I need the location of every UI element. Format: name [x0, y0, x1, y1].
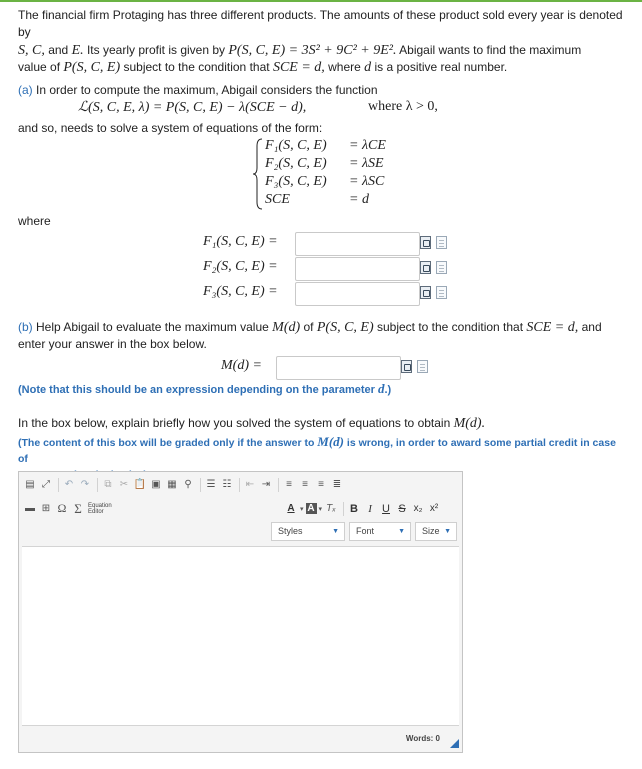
align-right-icon[interactable]: ≡	[318, 479, 324, 490]
separator	[239, 478, 240, 492]
toolbar-row-1	[23, 475, 346, 494]
wants-text: Abigail wants to find the maximum	[399, 43, 582, 57]
subject-text: subject to the condition that	[376, 320, 524, 334]
explain-note-1: (The content of this box will be graded only if the answer to	[18, 437, 315, 449]
chevron-down-icon: ▼	[444, 528, 451, 535]
chevron-down-icon: ▼	[332, 528, 339, 535]
eq-editor-label-1: Equation	[88, 502, 112, 509]
copy-icon[interactable]: ⧉	[104, 479, 112, 490]
part-b-intro	[18, 319, 628, 353]
font-label: Font	[356, 526, 375, 536]
of-text: of	[303, 320, 314, 334]
f3-answer-input[interactable]	[295, 282, 420, 306]
part-b-label: (b)	[18, 320, 33, 334]
md-answer-input[interactable]	[276, 356, 401, 380]
indent-icon[interactable]: ⇥	[261, 479, 271, 490]
toolbar-row-2-right	[284, 499, 443, 518]
paste-icon[interactable]: 📋	[133, 479, 147, 490]
separator	[278, 478, 279, 492]
part-a-intro	[18, 82, 628, 99]
chevron-down-icon[interactable]: ▾	[300, 505, 304, 513]
sys-rhs-4: = d	[349, 192, 369, 207]
explain-note-2: is wrong, in order to award some partial credit in case of	[18, 437, 616, 465]
f2-answer-input[interactable]	[295, 257, 420, 281]
problem-intro	[18, 7, 628, 76]
preview-doc-icon[interactable]	[436, 261, 447, 274]
superscript-button[interactable]: x²	[429, 503, 439, 514]
preview-doc-icon[interactable]	[436, 236, 447, 249]
note-text: (Note that this should be an expression depending on the parameter	[18, 384, 375, 396]
md-label: M(d) =	[221, 358, 262, 373]
symbol-palette-icon[interactable]	[420, 236, 431, 249]
table-icon[interactable]: ⊞	[41, 503, 51, 514]
var-e: E.	[71, 43, 84, 58]
horizontal-line-icon[interactable]: ▬	[25, 503, 35, 514]
size-dropdown[interactable]	[415, 522, 457, 541]
f3-label: F₃(S, C, E) =	[203, 284, 278, 299]
sys-rhs-3: = λSC	[349, 174, 385, 189]
sys-lhs-3: F₃(S, C, E)	[265, 174, 327, 189]
bg-color-button[interactable]: A	[307, 503, 315, 514]
sigma-icon[interactable]: Σ	[74, 500, 82, 516]
separator	[58, 478, 59, 492]
f2-label: F₂(S, C, E) =	[203, 259, 278, 274]
subject-text: subject to the condition that	[123, 60, 270, 74]
editor-content-area[interactable]	[22, 546, 459, 726]
profit-text: Its yearly profit is given by	[86, 43, 226, 57]
preview-doc-icon[interactable]	[417, 360, 428, 373]
paste-word-icon[interactable]: ▦	[167, 479, 177, 490]
f1-label: F₁(S, C, E) =	[203, 234, 278, 249]
condition: SCE = d,	[526, 320, 579, 335]
equation-system	[253, 138, 423, 210]
value-of-text: value of	[18, 60, 61, 74]
font-dropdown[interactable]	[349, 522, 411, 541]
eq-editor-label-2: Editor	[88, 508, 104, 515]
size-label: Size	[422, 526, 440, 536]
rich-text-editor	[18, 471, 463, 753]
strikethrough-button[interactable]: S	[398, 502, 406, 515]
intro-text-1: The financial firm Protaging has three different products. The amounts of these product sold every year is denoted by	[18, 8, 623, 39]
part-b-text: Help Abigail to evaluate the maximum value	[36, 320, 269, 334]
and-text: and	[581, 320, 602, 334]
toolbar-row-2-left	[23, 499, 112, 518]
part-a-text: In order to compute the maximum, Abigail considers the function	[36, 83, 378, 97]
text-color-button[interactable]: A	[287, 503, 295, 514]
maximize-icon[interactable]: ⤢	[42, 479, 50, 490]
intro-line-2	[18, 42, 628, 59]
align-justify-icon[interactable]: ≣	[332, 479, 342, 490]
profit-formula: P(S, C, E) = 3S² + 9C² + 9E².	[228, 43, 397, 58]
preview-doc-icon[interactable]	[436, 286, 447, 299]
note-end: .)	[384, 384, 392, 396]
redo-icon[interactable]: ↷	[80, 479, 90, 490]
where-lambda: where λ > 0,	[368, 99, 438, 114]
chevron-down-icon: ▼	[398, 528, 405, 535]
undo-icon[interactable]: ↶	[64, 479, 74, 490]
resize-handle-icon[interactable]	[450, 739, 459, 748]
paste-text-icon[interactable]: ▣	[151, 479, 161, 490]
sys-lhs-4: SCE	[265, 192, 290, 207]
styles-label: Styles	[278, 526, 303, 536]
styles-dropdown[interactable]	[271, 522, 345, 541]
intro-line-3	[18, 59, 628, 76]
lagrangian: ℒ(S, C, E, λ) = P(S, C, E) − λ(SCE − d),	[78, 100, 307, 115]
where-text: where	[328, 60, 361, 74]
f1-answer-input[interactable]	[295, 232, 420, 256]
outdent-icon[interactable]: ⇤	[245, 479, 255, 490]
condition: SCE = d,	[272, 60, 325, 75]
separator	[97, 478, 98, 492]
and-text: and	[48, 43, 69, 57]
where-label: where	[18, 214, 51, 228]
italic-button[interactable]: I	[368, 502, 372, 515]
find-icon[interactable]: ⚲	[184, 479, 192, 490]
numbered-list-icon[interactable]: ☰	[206, 479, 216, 490]
md-symbol: M(d)	[272, 320, 301, 335]
cut-icon[interactable]: ✂	[119, 479, 129, 490]
align-center-icon[interactable]: ≡	[302, 479, 308, 490]
symbol-palette-icon[interactable]	[420, 261, 431, 274]
positive-text: is a positive real number.	[374, 60, 508, 74]
system-intro: and so, needs to solve a system of equations of the form:	[18, 121, 323, 135]
separator	[200, 478, 201, 492]
p-sce: P(S, C, E)	[63, 60, 121, 75]
var-d: d	[364, 60, 372, 75]
part-b-note	[18, 380, 628, 399]
sys-rhs-2: = λSE	[349, 156, 384, 171]
intro-line-1	[18, 7, 628, 41]
equation-editor-button[interactable]	[88, 503, 112, 515]
subscript-button[interactable]: x₂	[413, 503, 423, 514]
enter-text: enter your answer in the box below.	[18, 337, 207, 351]
explain-md: M(d).	[453, 416, 486, 431]
note-d: d	[378, 381, 385, 396]
left-brace	[253, 138, 263, 210]
var-sc: S, C,	[18, 43, 45, 58]
explain-text: In the box below, explain briefly how you solved the system of equations to obtain	[18, 416, 451, 430]
word-count: Words: 0	[405, 734, 440, 743]
align-left-icon[interactable]: ≡	[286, 479, 292, 490]
top-border	[0, 0, 642, 2]
sys-lhs-2: F₂(S, C, E)	[265, 156, 327, 171]
sys-lhs-1: F₁(S, C, E)	[265, 138, 327, 153]
underline-button[interactable]: U	[382, 502, 390, 515]
remove-format-button[interactable]: Tₓ	[326, 503, 336, 514]
source-icon[interactable]: ▤	[25, 479, 35, 490]
part-a-label: (a)	[18, 83, 33, 97]
bold-button[interactable]: B	[350, 502, 358, 515]
separator	[343, 502, 344, 516]
bulleted-list-icon[interactable]: ☷	[222, 479, 232, 490]
chevron-down-icon[interactable]: ▾	[318, 505, 323, 513]
omega-icon[interactable]: Ω	[57, 501, 67, 515]
symbol-palette-icon[interactable]	[420, 286, 431, 299]
p-symbol: P(S, C, E)	[316, 320, 374, 335]
explain-intro	[18, 415, 628, 432]
symbol-palette-icon[interactable]	[401, 360, 412, 373]
explain-note-md: M(d)	[317, 434, 344, 449]
sys-rhs-1: = λCE	[349, 138, 386, 153]
